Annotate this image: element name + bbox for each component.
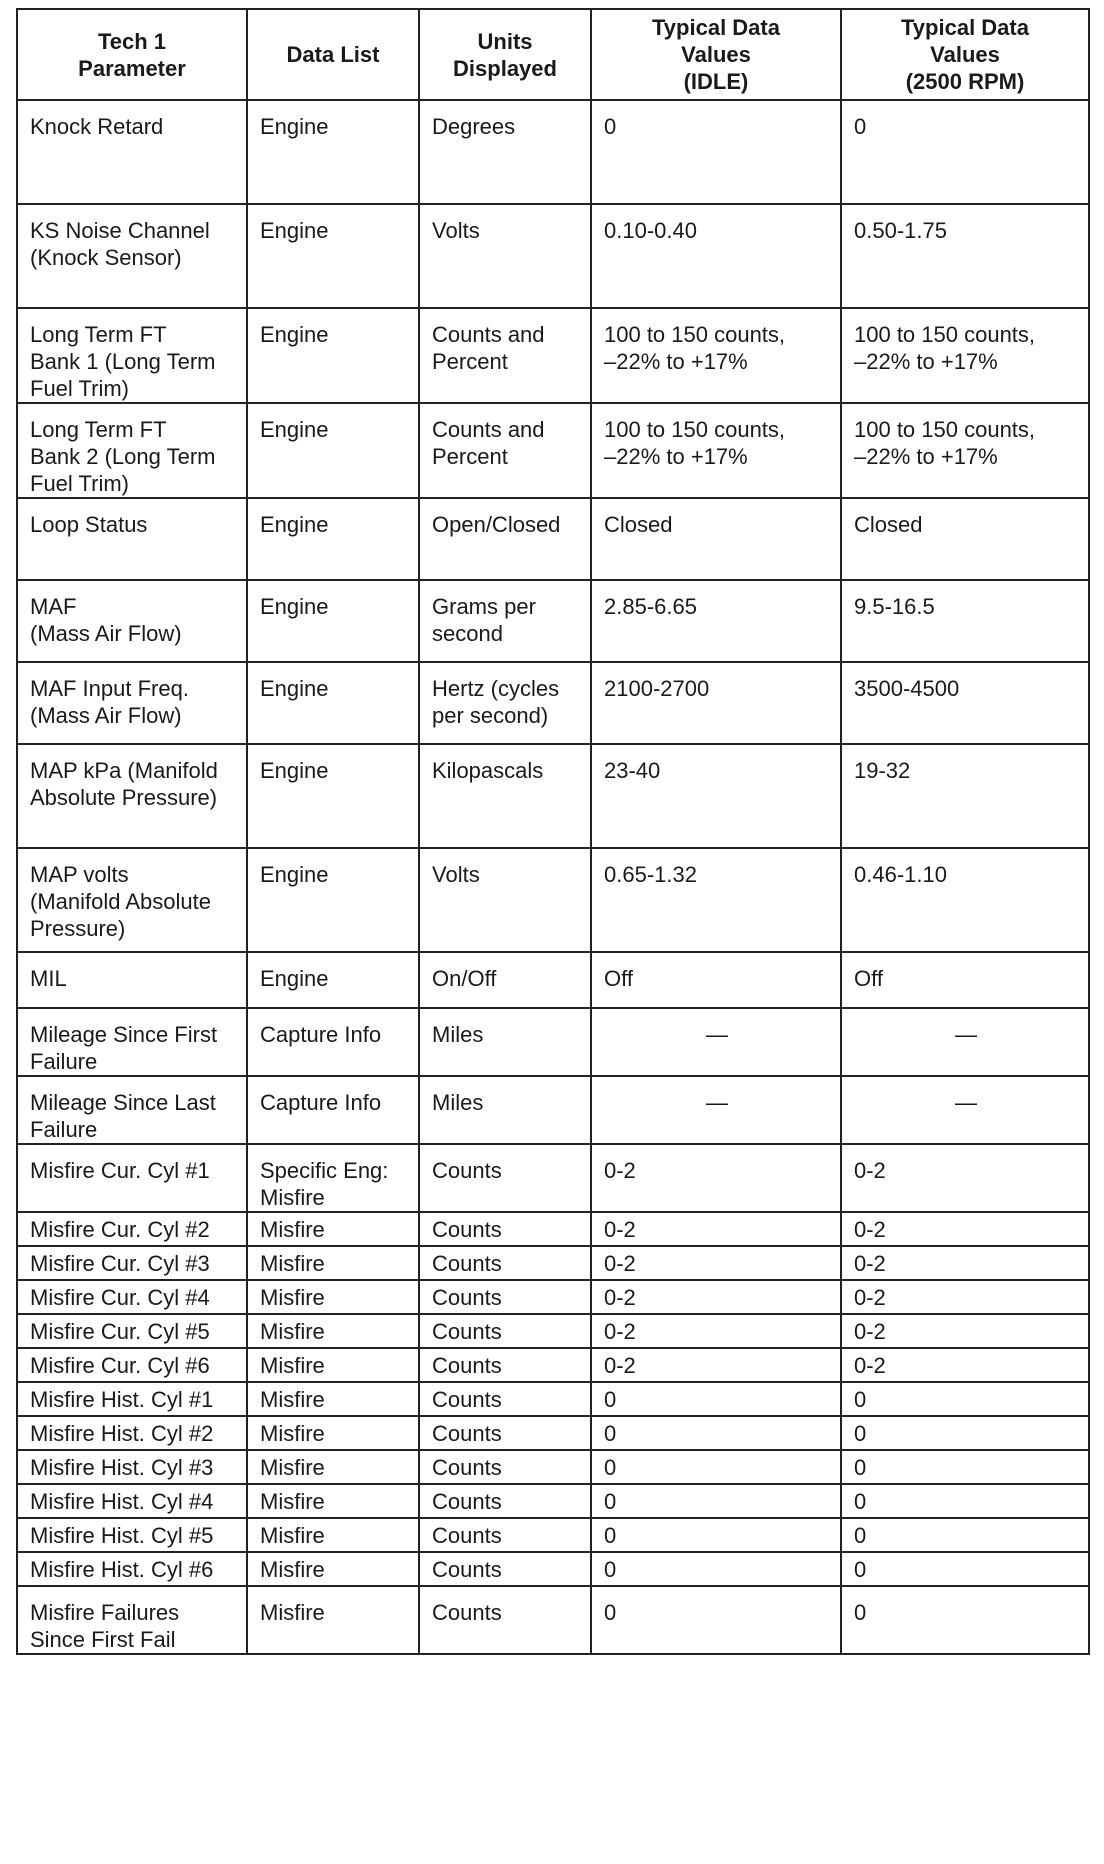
cell-units: Counts: [419, 1314, 591, 1348]
table-row: [17, 1416, 1089, 1450]
cell-data-list: Misfire: [247, 1280, 419, 1314]
cell-parameter: Misfire Cur. Cyl #1: [17, 1144, 247, 1212]
cell-parameter: MAF Input Freq. (Mass Air Flow): [17, 662, 247, 744]
cell-data-list: Engine: [247, 308, 419, 403]
cell-value-2500rpm: 3500-4500: [841, 662, 1089, 744]
cell-value-2500rpm: 0-2: [841, 1212, 1089, 1246]
cell-value-idle: 0-2: [591, 1144, 841, 1212]
table-row: [17, 662, 1089, 744]
cell-parameter: Misfire Hist. Cyl #6: [17, 1552, 247, 1586]
cell-data-list: Engine: [247, 662, 419, 744]
cell-parameter: Loop Status: [17, 498, 247, 580]
table-row: [17, 580, 1089, 662]
cell-value-idle: 0: [591, 1552, 841, 1586]
cell-value-2500rpm: 19-32: [841, 744, 1089, 848]
cell-value-2500rpm: 0: [841, 1416, 1089, 1450]
header-tech1-parameter: Tech 1 Parameter: [17, 9, 247, 100]
cell-value-idle: 0: [591, 1484, 841, 1518]
table-row: [17, 1008, 1089, 1076]
cell-parameter: Misfire Cur. Cyl #4: [17, 1280, 247, 1314]
cell-data-list: Engine: [247, 848, 419, 952]
cell-value-2500rpm: 0-2: [841, 1314, 1089, 1348]
cell-parameter: MAP kPa (Manifold Absolute Pressure): [17, 744, 247, 848]
cell-value-idle: 0: [591, 1586, 841, 1654]
table-row: [17, 1212, 1089, 1246]
table-row: [17, 403, 1089, 498]
cell-units: Counts and Percent: [419, 403, 591, 498]
cell-value-idle: 23-40: [591, 744, 841, 848]
cell-value-2500rpm: 0: [841, 1450, 1089, 1484]
cell-value-idle: 0: [591, 100, 841, 204]
cell-units: Counts: [419, 1450, 591, 1484]
cell-value-idle: —: [591, 1008, 841, 1076]
cell-value-idle: 0: [591, 1416, 841, 1450]
cell-value-idle: 0.10-0.40: [591, 204, 841, 308]
cell-parameter: Misfire Hist. Cyl #5: [17, 1518, 247, 1552]
cell-value-idle: 0-2: [591, 1280, 841, 1314]
cell-data-list: Engine: [247, 952, 419, 1008]
cell-data-list: Misfire: [247, 1484, 419, 1518]
cell-data-list: Capture Info: [247, 1076, 419, 1144]
header-data-list: Data List: [247, 9, 419, 100]
cell-value-2500rpm: 0-2: [841, 1348, 1089, 1382]
cell-units: Counts: [419, 1246, 591, 1280]
cell-parameter: Misfire Hist. Cyl #2: [17, 1416, 247, 1450]
cell-data-list: Misfire: [247, 1314, 419, 1348]
cell-units: Grams per second: [419, 580, 591, 662]
table-row: [17, 1314, 1089, 1348]
table-row: [17, 1348, 1089, 1382]
cell-data-list: Capture Info: [247, 1008, 419, 1076]
cell-parameter: Misfire Cur. Cyl #3: [17, 1246, 247, 1280]
cell-parameter: Misfire Failures Since First Fail: [17, 1586, 247, 1654]
table-row: [17, 100, 1089, 204]
cell-value-idle: 100 to 150 counts, –22% to +17%: [591, 403, 841, 498]
cell-value-2500rpm: 0-2: [841, 1280, 1089, 1314]
cell-value-2500rpm: —: [841, 1076, 1089, 1144]
table-row: [17, 204, 1089, 308]
tech1-parameter-table: [16, 8, 1090, 1655]
cell-units: Counts: [419, 1416, 591, 1450]
cell-data-list: Misfire: [247, 1348, 419, 1382]
cell-value-2500rpm: 100 to 150 counts, –22% to +17%: [841, 403, 1089, 498]
cell-data-list: Misfire: [247, 1552, 419, 1586]
table-row: [17, 498, 1089, 580]
table-body: [17, 100, 1089, 1654]
cell-parameter: MAF (Mass Air Flow): [17, 580, 247, 662]
table-row: [17, 308, 1089, 403]
cell-units: Counts and Percent: [419, 308, 591, 403]
cell-units: Counts: [419, 1212, 591, 1246]
cell-units: Volts: [419, 848, 591, 952]
cell-value-idle: 0-2: [591, 1212, 841, 1246]
cell-data-list: Misfire: [247, 1382, 419, 1416]
cell-parameter: Long Term FT Bank 1 (Long Term Fuel Trim): [17, 308, 247, 403]
cell-value-2500rpm: 100 to 150 counts, –22% to +17%: [841, 308, 1089, 403]
cell-units: Counts: [419, 1518, 591, 1552]
cell-value-idle: Off: [591, 952, 841, 1008]
cell-data-list: Misfire: [247, 1246, 419, 1280]
cell-value-idle: 100 to 150 counts, –22% to +17%: [591, 308, 841, 403]
cell-data-list: Misfire: [247, 1416, 419, 1450]
data-table-document: [16, 8, 1088, 1655]
cell-units: Miles: [419, 1076, 591, 1144]
cell-parameter: Knock Retard: [17, 100, 247, 204]
cell-units: Counts: [419, 1348, 591, 1382]
cell-value-idle: 2.85-6.65: [591, 580, 841, 662]
cell-value-2500rpm: 0: [841, 1586, 1089, 1654]
cell-value-idle: Closed: [591, 498, 841, 580]
cell-value-idle: —: [591, 1076, 841, 1144]
table-row: [17, 1450, 1089, 1484]
cell-parameter: Mileage Since Last Failure: [17, 1076, 247, 1144]
cell-units: Counts: [419, 1586, 591, 1654]
cell-data-list: Engine: [247, 580, 419, 662]
cell-value-2500rpm: Closed: [841, 498, 1089, 580]
cell-parameter: Misfire Hist. Cyl #4: [17, 1484, 247, 1518]
cell-value-2500rpm: 0: [841, 1484, 1089, 1518]
cell-units: Hertz (cycles per second): [419, 662, 591, 744]
cell-data-list: Engine: [247, 403, 419, 498]
cell-data-list: Engine: [247, 204, 419, 308]
cell-value-2500rpm: 0: [841, 1382, 1089, 1416]
cell-units: Counts: [419, 1484, 591, 1518]
cell-parameter: Long Term FT Bank 2 (Long Term Fuel Trim): [17, 403, 247, 498]
header-row: [17, 9, 1089, 100]
header-typical-2500rpm: Typical Data Values (2500 RPM): [841, 9, 1089, 100]
cell-units: Counts: [419, 1280, 591, 1314]
table-row: [17, 1552, 1089, 1586]
cell-value-idle: 0.65-1.32: [591, 848, 841, 952]
cell-value-2500rpm: 0: [841, 100, 1089, 204]
cell-data-list: Engine: [247, 100, 419, 204]
cell-value-2500rpm: 9.5-16.5: [841, 580, 1089, 662]
cell-data-list: Misfire: [247, 1450, 419, 1484]
table-row: [17, 952, 1089, 1008]
cell-value-idle: 0: [591, 1382, 841, 1416]
table-row: [17, 744, 1089, 848]
cell-value-idle: 0-2: [591, 1348, 841, 1382]
cell-units: Counts: [419, 1382, 591, 1416]
cell-parameter: Misfire Cur. Cyl #5: [17, 1314, 247, 1348]
cell-value-2500rpm: 0: [841, 1552, 1089, 1586]
table-row: [17, 848, 1089, 952]
cell-value-2500rpm: 0.46-1.10: [841, 848, 1089, 952]
cell-data-list: Engine: [247, 744, 419, 848]
cell-value-idle: 0: [591, 1450, 841, 1484]
table-row: [17, 1586, 1089, 1654]
table-row: [17, 1382, 1089, 1416]
table-row: [17, 1484, 1089, 1518]
table-row: [17, 1280, 1089, 1314]
cell-units: Miles: [419, 1008, 591, 1076]
cell-units: Open/Closed: [419, 498, 591, 580]
cell-data-list: Misfire: [247, 1586, 419, 1654]
cell-value-2500rpm: 0-2: [841, 1144, 1089, 1212]
cell-parameter: MIL: [17, 952, 247, 1008]
cell-value-idle: 0-2: [591, 1246, 841, 1280]
cell-parameter: Misfire Hist. Cyl #3: [17, 1450, 247, 1484]
cell-parameter: Mileage Since First Failure: [17, 1008, 247, 1076]
cell-value-2500rpm: Off: [841, 952, 1089, 1008]
cell-value-idle: 2100-2700: [591, 662, 841, 744]
cell-units: Counts: [419, 1552, 591, 1586]
table-row: [17, 1246, 1089, 1280]
cell-units: Degrees: [419, 100, 591, 204]
cell-value-2500rpm: —: [841, 1008, 1089, 1076]
cell-data-list: Misfire: [247, 1518, 419, 1552]
cell-parameter: Misfire Cur. Cyl #2: [17, 1212, 247, 1246]
cell-units: Counts: [419, 1144, 591, 1212]
cell-data-list: Engine: [247, 498, 419, 580]
header-units-displayed: Units Displayed: [419, 9, 591, 100]
cell-units: Kilopascals: [419, 744, 591, 848]
cell-units: Volts: [419, 204, 591, 308]
table-row: [17, 1518, 1089, 1552]
cell-parameter: MAP volts (Manifold Absolute Pressure): [17, 848, 247, 952]
cell-value-idle: 0-2: [591, 1314, 841, 1348]
cell-parameter: Misfire Cur. Cyl #6: [17, 1348, 247, 1382]
cell-value-2500rpm: 0-2: [841, 1246, 1089, 1280]
cell-value-idle: 0: [591, 1518, 841, 1552]
header-typical-idle: Typical Data Values (IDLE): [591, 9, 841, 100]
cell-parameter: Misfire Hist. Cyl #1: [17, 1382, 247, 1416]
table-row: [17, 1076, 1089, 1144]
cell-data-list: Specific Eng: Misfire: [247, 1144, 419, 1212]
cell-data-list: Misfire: [247, 1212, 419, 1246]
cell-value-2500rpm: 0: [841, 1518, 1089, 1552]
cell-value-2500rpm: 0.50-1.75: [841, 204, 1089, 308]
cell-parameter: KS Noise Channel (Knock Sensor): [17, 204, 247, 308]
cell-units: On/Off: [419, 952, 591, 1008]
table-row: [17, 1144, 1089, 1212]
